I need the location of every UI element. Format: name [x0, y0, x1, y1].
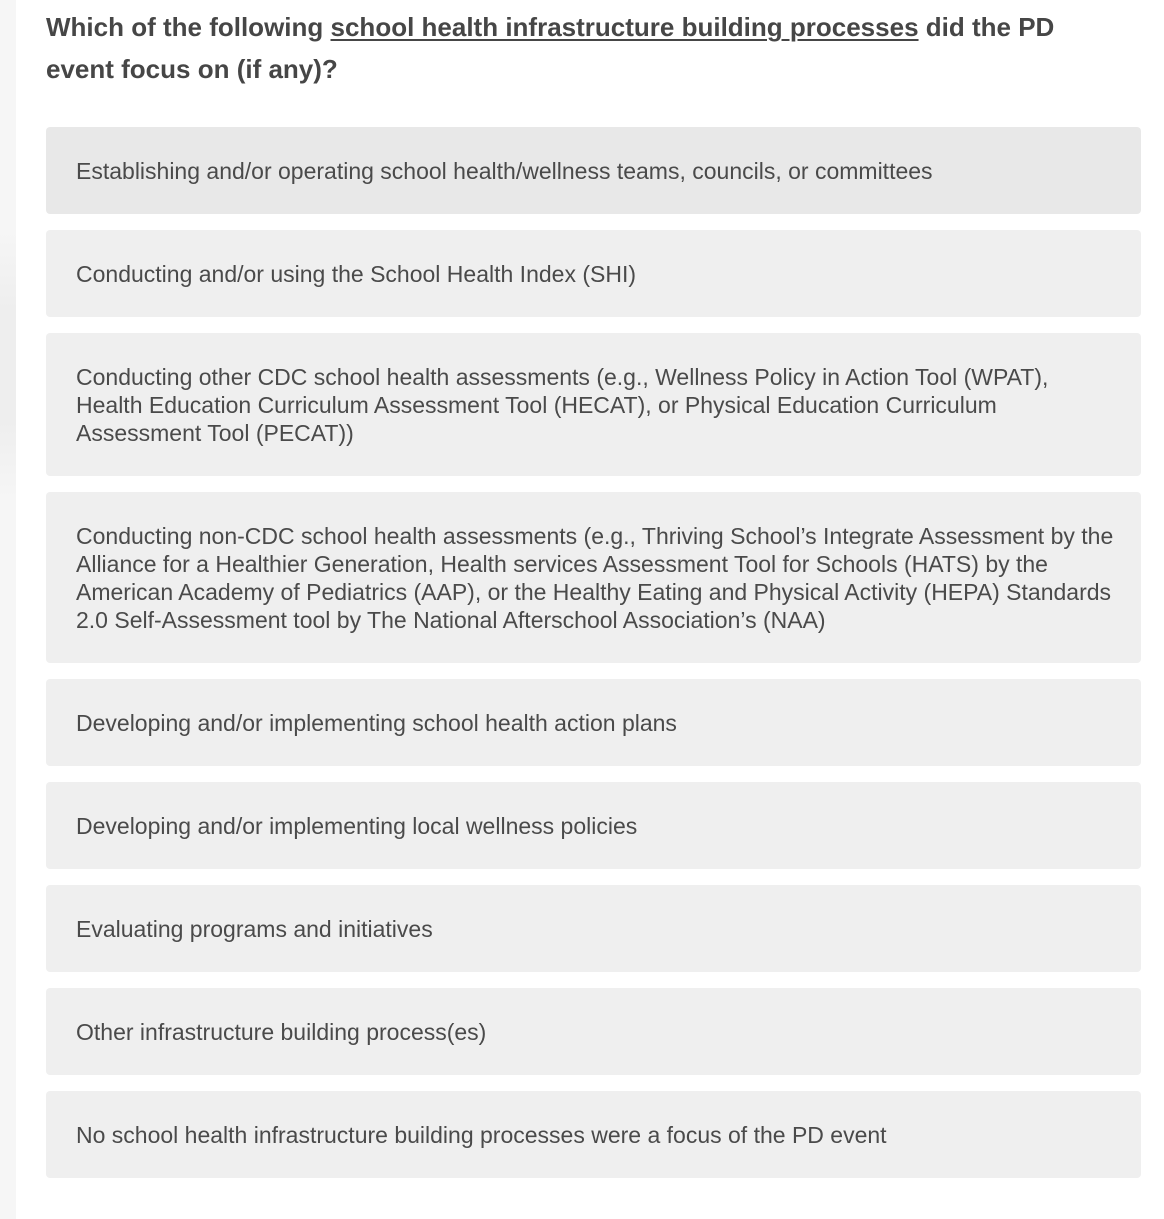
choice-label: No school health infrastructure building processes were a focus of the PD event: [76, 1121, 887, 1148]
choice-label: Conducting other CDC school health assessments (e.g., Wellness Policy in Action Tool (WPAT), Health Education Curriculum Assessment Tool (HECAT), or Physical Education Curriculum Assessment Tool (PECAT)): [76, 363, 1049, 446]
choice-option[interactable]: [46, 782, 1141, 869]
left-edge-shade: [0, 230, 16, 500]
choice-option[interactable]: [46, 492, 1141, 663]
choice-option[interactable]: [46, 333, 1141, 476]
choice-label: Developing and/or implementing local wellness policies: [76, 812, 638, 839]
choice-option[interactable]: [46, 885, 1141, 972]
choice-option[interactable]: [46, 679, 1141, 766]
question-prefix: Which of the following: [46, 12, 331, 42]
choice-label: Developing and/or implementing school health action plans: [76, 709, 677, 736]
choice-option[interactable]: [46, 1091, 1141, 1178]
choice-label: Establishing and/or operating school health/wellness teams, councils, or committees: [76, 157, 933, 184]
choice-label: Other infrastructure building process(es): [76, 1018, 487, 1045]
answer-choices: [46, 127, 1141, 1194]
question-suffix: did the PD event focus on (if any)?: [46, 12, 1055, 84]
question-emphasis: school health infrastructure building processes: [330, 12, 919, 42]
choice-label: Evaluating programs and initiatives: [76, 915, 433, 942]
choice-option[interactable]: [46, 230, 1141, 317]
choice-label: Conducting non-CDC school health assessments (e.g., Thriving School’s Integrate Assessment by the Alliance for a Healthier Generation, Health services Assessment Tool for Schools (HATS) by the American Academy of Pediatrics (AAP), or the Healthy Eating and Physical Activity (HEPA) Standards 2.0 Self-Assessment tool by The National Afterschool Association’s (NAA): [76, 522, 1114, 633]
choice-option[interactable]: [46, 127, 1141, 214]
choice-label: Conducting and/or using the School Health Index (SHI): [76, 260, 636, 287]
choice-option[interactable]: [46, 988, 1141, 1075]
left-edge-panel: [0, 0, 16, 1219]
question-text: [46, 6, 1126, 90]
